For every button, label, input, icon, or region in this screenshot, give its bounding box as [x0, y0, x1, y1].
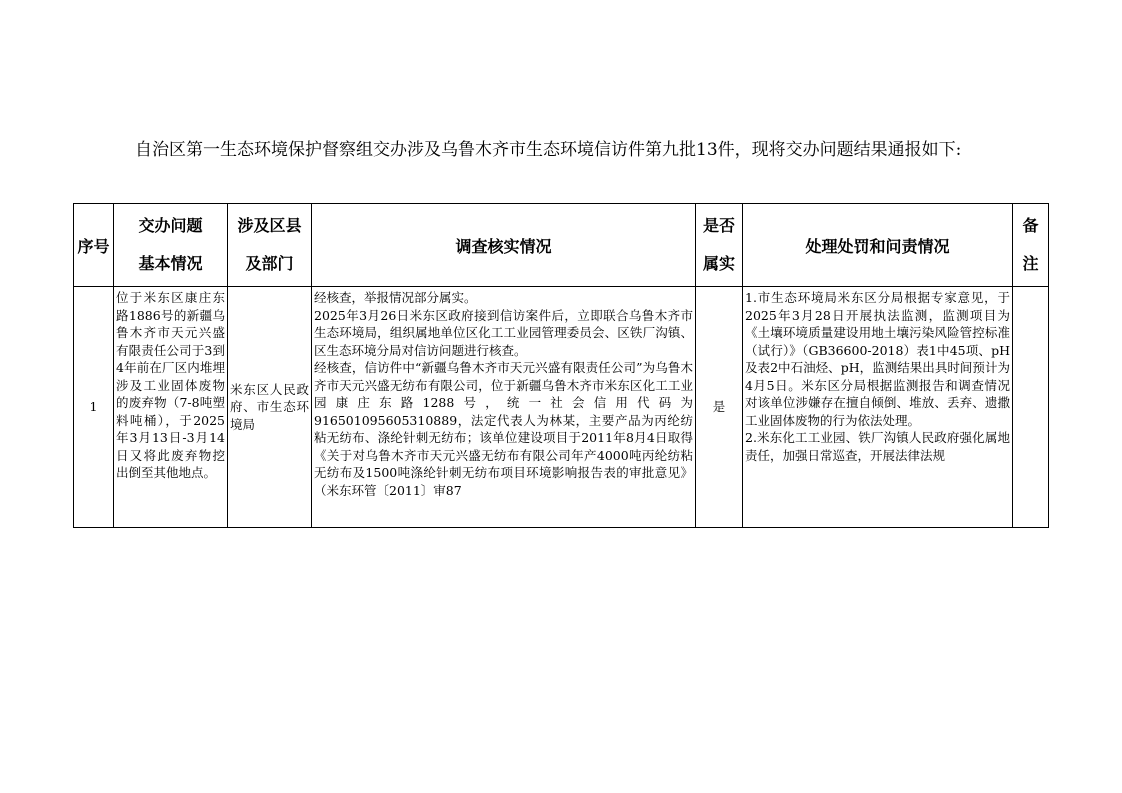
handling-paragraph: 1.市生态环境局米东区分局根据专家意见，于2025年3月28日开展执法监测，监测项目为《土壤环境质量建设用地土壤污染风险管控标准（试行）》（GB36600-2018）表1中45项、pH及表2中石油烃、pH，监测结果出具时间预计为4月5日。米东区分局根据监测报告和调查情况对该单位涉嫌存在擅自倾倒、堆放、丢弃、遗撒工业固体废物的行为依法处理。 — [745, 290, 1010, 428]
cell-investigation — [312, 287, 696, 528]
cell-handling — [743, 287, 1013, 528]
header-verified-line2: 属实 — [702, 254, 735, 273]
handling-text — [743, 287, 1012, 527]
investigation-text — [312, 287, 695, 527]
cell-seq: 1 — [74, 287, 114, 528]
header-dept — [228, 204, 312, 287]
header-seq: 序号 — [74, 204, 114, 287]
cell-dept — [228, 287, 312, 528]
header-handling: 处理处罚和问责情况 — [743, 204, 1013, 287]
header-remarks-line2: 注 — [1022, 254, 1039, 273]
handling-paragraph: 2.米东化工工业园、铁厂沟镇人民政府强化属地责任，加强日常巡查，开展法律法规 — [745, 430, 1010, 463]
dept-text: 米东区人民政府、市生态环境局 — [230, 381, 309, 432]
table-row — [74, 287, 1049, 528]
investigation-paragraph: 2025年3月26日米东区政府接到信访案件后，立即联合乌鲁木齐市生态环境局，组织属地单位区化工工业园管理委员会、区铁厂沟镇、区生态环境分局对信访问题进行核查。 — [314, 307, 693, 358]
header-dept-line2: 及部门 — [245, 254, 294, 273]
issue-text: 位于米东区康庄东路1886号的新疆乌鲁木齐市天元兴盛有限责任公司于3到4年前在厂区内堆埋涉及工业固体废物的废弃物（7-8吨塑料吨桶），于2025年3月13日-3月14日又将此废弃物挖出倒至其他地点。 — [116, 290, 225, 480]
cell-verified: 是 — [696, 287, 743, 528]
header-issue-line1: 交办问题 — [138, 216, 203, 235]
header-verified-line1: 是否 — [702, 216, 735, 235]
table-header-row — [74, 204, 1049, 287]
header-dept-line1: 涉及区县 — [237, 216, 302, 235]
intro-paragraph: 自治区第一生态环境保护督察组交办涉及乌鲁木齐市生态环境信访件第九批13件，现将交办问题结果通报如下: — [135, 140, 962, 160]
header-issue — [114, 204, 228, 287]
header-remarks-line1: 备 — [1022, 216, 1039, 235]
cell-remarks — [1013, 287, 1049, 528]
investigation-paragraph: 经核查，信访件中“新疆乌鲁木齐市天元兴盛有限责任公司”为乌鲁木齐市天元兴盛无纺布有限公司，位于新疆乌鲁木齐市米东区化工工业园康庄东路1288号，统一社会信用代码为916501095605310889，法定代表人为林某，主要产品为丙纶纺粘无纺布、涤纶针刺无纺布；该单位建设项目于2011年8月4日取得《关于对乌鲁木齐市天元兴盛无纺布有限公司年产4000吨丙纶纺粘无纺布及1500吨涤纶针刺无纺布项目环境影响报告表的审批意见》（米东环管〔2011〕审87 — [314, 360, 693, 498]
cell-issue — [114, 287, 228, 528]
header-remarks — [1013, 204, 1049, 287]
header-investigation: 调查核实情况 — [312, 204, 696, 287]
header-verified — [696, 204, 743, 287]
report-table — [73, 203, 1049, 528]
investigation-paragraph: 经核查，举报情况部分属实。 — [314, 290, 477, 305]
header-issue-line2: 基本情况 — [138, 254, 203, 273]
